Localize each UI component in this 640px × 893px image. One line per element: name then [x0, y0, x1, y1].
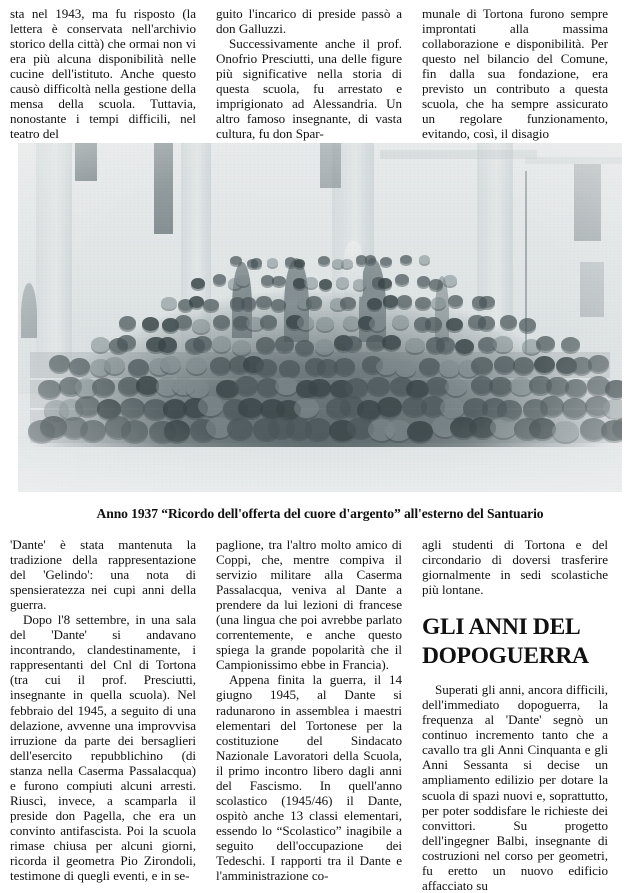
paragraph: paglione, tra l'altro molto amico di Coppi, che, mentre compiva il servizio militare alla Caserma Passalacqua, veniva al Dante a prendere da lui lezioni di francese (una lingua che poi avrebbe parlato correntemente, e anche questo spiega la grande popolarità che il Campionissimo ebbe in Francia).: [216, 537, 402, 673]
section-heading-line-1: GLI ANNI DEL: [422, 614, 581, 641]
group-photograph: [18, 143, 622, 492]
paragraph: agli studenti di Tortona e del circondario di doversi trasferire giornalmente in sedi scolastiche più lontane.: [422, 537, 608, 598]
photograph-image: [18, 143, 622, 492]
text-column-2: [216, 6, 402, 141]
paragraph: Appena finita la guerra, il 14 giugno 1945, al Dante si radunarono in assemblea i maestri elementari del Tortonese per la costituzione del Sindacato Nazionale Lavoratori della Scuola, il primo incontro libero dagli anni del Fascismo. In quell'anno scolastico (1945/46) il Dante, ospitò anche 13 classi elementari, essendo lo “Scolastico” inagibile a seguito dell'occupazione dei Tedeschi. I rapporti tra il Dante e l'amministrazione co-: [216, 672, 402, 884]
text-column-4: [10, 537, 196, 893]
section-heading-line-2: DOPOGUERRA: [422, 643, 589, 670]
text-column-3: [422, 6, 608, 141]
text-column-5: [216, 537, 402, 893]
photo-caption: Anno 1937 “Ricordo dell'offerta del cuore d'argento” all'esterno del Santuario: [96, 506, 544, 521]
paragraph: Superati gli anni, ancora difficili, dell'immediato dopoguerra, la frequenza al 'Dante' segnò un continuo incremento tanto che a cavallo tra gli Anni Cinquanta e gli Anni Sessanta si decise un ampliamento edilizio per dotare la scuola di spazi nuovi e, soprattutto, per poter soddisfare le richieste dei convittori. Su progetto dell'ingegner Balbi, insegnante di costruzioni nel corso per geometri, fu eretto un nuovo edificio affacciato su: [422, 682, 608, 893]
text-column-1: [10, 6, 196, 141]
section-heading: [422, 613, 608, 671]
paragraph: Dopo l'8 settembre, in una sala del 'Dante' si andavano incontrando, clandestinamente, i rappresentanti del Cnl di Tortona (tra cui il prof. Presciutti, insegnante in quella scuola). Nel febbraio del 1945, a seguito di una delazione, avvenne una improvvisa irruzione da parte dei bersaglieri dell'esercito repubblichino (di stanza nella Caserma Passalacqua) e furono compiuti alcuni arresti. Riuscì, invece, a scamparla il preside don Pagella, che era un convinto antifascista. Poi la scuola rimase chiusa per alcuni giorni, ricorda il geometra Pio Zirondoli, testimone di quegli eventi, e in se-: [10, 612, 196, 884]
paragraph: guito l'incarico di preside passò a don Galluzzi.: [216, 6, 402, 37]
paragraph: Successivamente anche il prof. Onofrio Presciutti, una delle figure più significative nella storia di questa scuola, fu arrestato e imprigionato ad Alessandria. Un altro famoso insegnante, di vasta cultura, fu don Spar-: [216, 36, 402, 142]
bottom-text-block: [0, 537, 640, 893]
paragraph: munale di Tortona furono sempre improntati alla massima collaborazione e disponibilità. Per questo nel bilancio del Comune, fin dalla sua fondazione, era previsto un contributo a questa scuola, che ha sempre assicurato un regolare funzionamento, evitando, così, il disagio: [422, 6, 608, 142]
paragraph: sta nel 1943, ma fu risposto (la lettera è conservata nell'archivio storico della città) che ormai non vi era più alcuna disponibilità nelle cucine dell'istituto. Anche questo causò difficoltà nella gestione della mensa della scuola. Tuttavia, nonostante i tempi difficili, nel teatro del: [10, 6, 196, 142]
top-text-block: [0, 6, 640, 141]
text-column-6: [422, 537, 608, 893]
photo-vignette: [18, 143, 622, 492]
paragraph: 'Dante' è stata mantenuta la tradizione della rappresentazione del 'Gelindo': una nota di spensieratezza nei cupi anni della guerra.: [10, 537, 196, 613]
